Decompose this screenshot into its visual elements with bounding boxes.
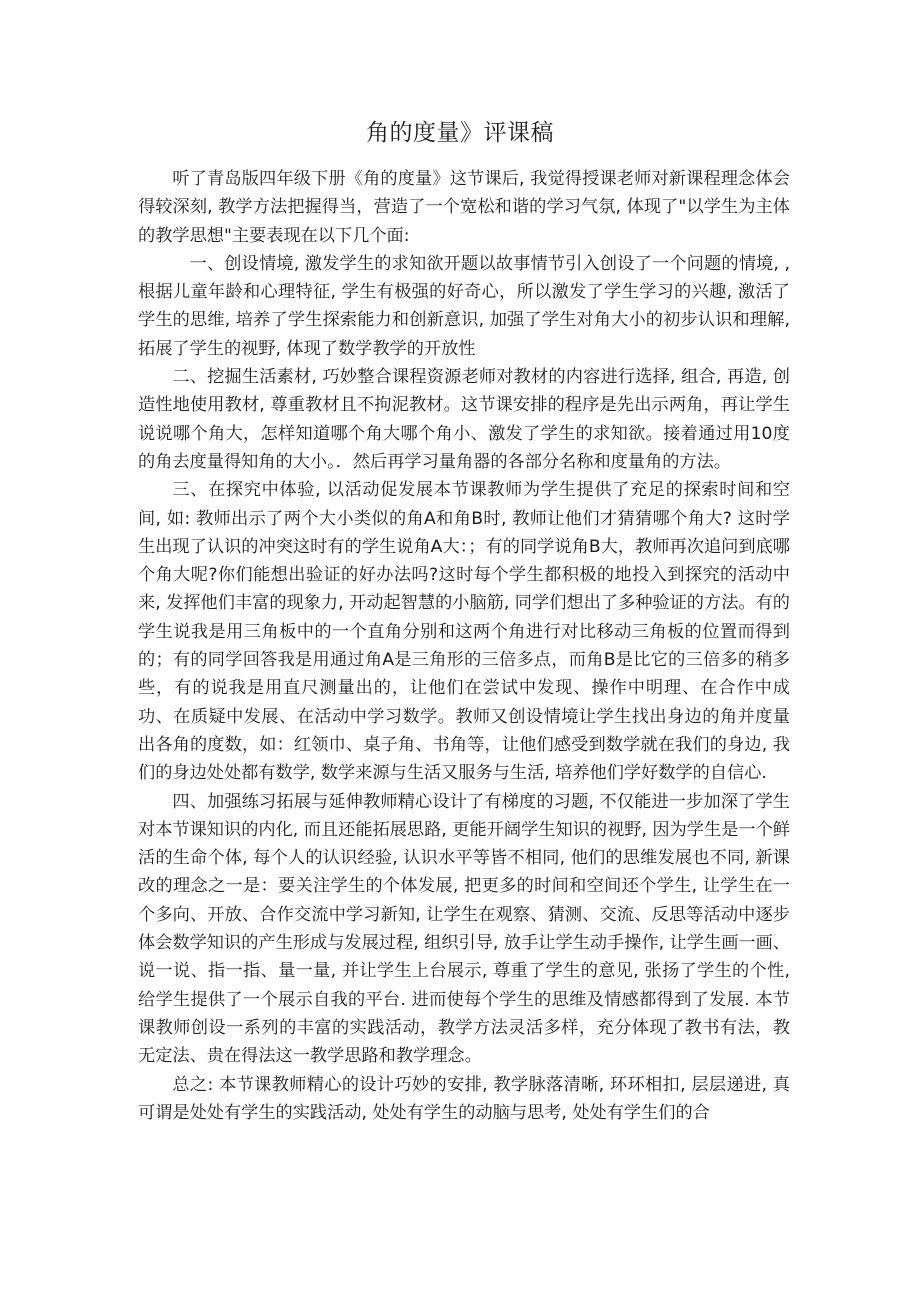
paragraph-summary: 总之: 本节课教师精心的设计巧妙的安排, 教学脉落清晰, 环环相扣, 层层递进, 真可谓是处处有学生的实践活动, 处处有学生的动脑与思考, 处处有学生们的合 bbox=[138, 1074, 790, 1123]
paragraph-section-3: 三、在探究中体验, 以活动促发展本节课教师为学生提供了充足的探索时间和空间, 如: 教师出示了两个大小类似的角A和角B时, 教师让他们才猜猜哪个角大? 这时学生出现了认识的冲突这时有的学生说角A大：；有的同学说角B大，教师再次追问到底哪个角大呢?你们能想出验证的好办法吗?这时每个学生都积极的地投入到探究的活动中来, 发挥他们丰富的现象力, 开动起智慧的小脑筋, 同学们想出了多种验证的方法。有的学生说我是用三角板中的一个直角分别和这两个角进行对比移动三角板的位置而得到的；有的同学回答我是用通过角A是三角形的三倍多点，而角B是比它的三倍多的稍多些，有的说我是用直尺测量出的，让他们在尝试中发现、操作中明理、在合作中成功、在质疑中发展、在活动中学习数学。教师又创设情境让学生找出身边的角并度量出各角的度数，如：红领巾、桌子角、书角等，让他们感受到数学就在我们的身边, 我们的身边处处都有数学, 数学来源与生活又服务与生活, 培养他们学好数学的自信心. bbox=[138, 480, 790, 784]
paragraph-section-1: 一、创设情境, 激发学生的求知欲开题以故事情节引入创设了一个问题的情境, , 根据儿童年龄和心理特征, 学生有极强的好奇心，所以激发了学生学习的兴趣, 激活了学生的思维, 培养了学生探索能力和创新意识, 加强了学生对角大小的初步认识和理解, 拓展了学生的视野, 体现了数学教学的开放性 bbox=[138, 253, 790, 359]
document-body bbox=[138, 165, 790, 1127]
paragraph-section-2: 二、挖掘生活素材, 巧妙整合课程资源老师对教材的内容进行选择, 组合, 再造, 创造性地使用教材, 尊重教材且不拘泥教材。这节课安排的程序是先出示两角，再让学生说说哪个角大，怎样知道哪个角大哪个角小、激发了学生的求知欲。接着通过用10度的角去度量得知角的大小。．然后再学习量角器的各部分名称和度量角的方法。 bbox=[138, 367, 790, 472]
paragraph-intro: 听了青岛版四年级下册《角的度量》这节课后, 我觉得授课老师对新课程理念体会得较深刻, 教学方法把握得当，营造了一个宽松和谐的学习气氛, 体现了"以学生为主体的教学思想"主要表现在以下几个面: bbox=[138, 169, 790, 246]
paragraph-section-4: 四、加强练习拓展与延伸教师精心设计了有梯度的习题, 不仅能进一步加深了学生对本节课知识的内化, 而且还能拓展思路, 更能开阔学生知识的视野, 因为学生是一个鲜活的生命个体, 每个人的认识经验, 认识水平等皆不相同, 他们的思维发展也不同, 新课改的理念之一是：要关注学生的个体发展, 把更多的时间和空间还个学生, 让学生在一个多向、开放、合作交流中学习新知, 让学生在观察、猜测、交流、反思等活动中逐步体会数学知识的产生形成与发展过程, 组织引导, 放手让学生动手操作, 让学生画一画、说一说、指一指、量一量, 并让学生上台展示, 尊重了学生的意见, 张扬了学生的个性, 给学生提供了一个展示自我的平台. 进而使每个学生的思维及情感都得到了发展. 本节课教师创设一系列的丰富的实践活动，教学方法灵活多样，充分体现了教书有法，教无定法、贵在得法这一教学思路和教学理念。 bbox=[138, 791, 790, 1067]
document-title: 角的度量》评课稿 bbox=[366, 120, 554, 146]
